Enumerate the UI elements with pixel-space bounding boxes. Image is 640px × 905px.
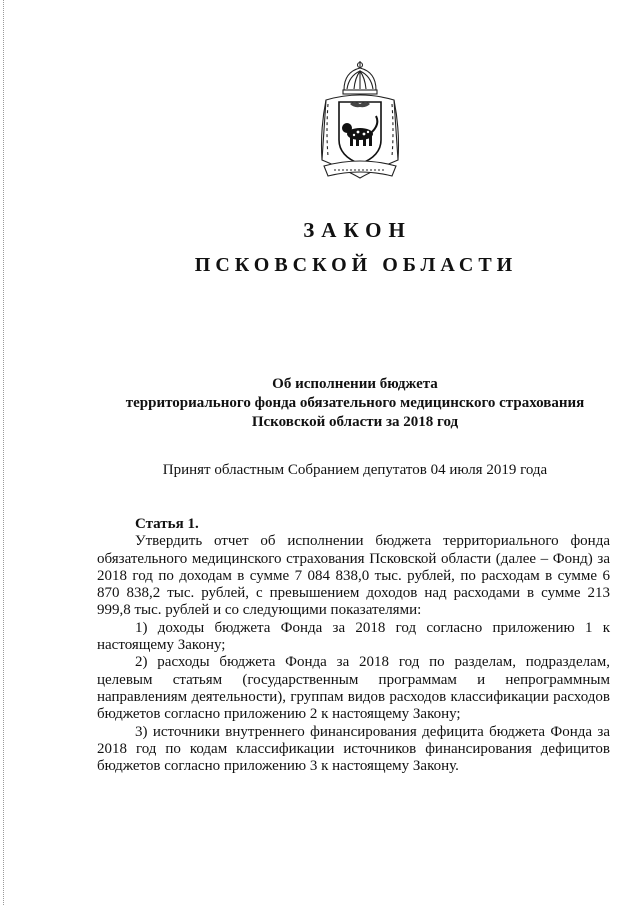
article-paragraph: Утвердить отчет об исполнении бюджета территориального фонда обязательного медицинского страхования Псковской области (далее – Фонд) за 2018 год по доходам в сумме 7 084 838,0 тыс. рублей, по расходам в сумме 6 870 838,2 тыс. рублей, с превышением доходов над расходами в сумме 213 999,8 тыс. рублей и со следующими показателями: xyxy=(97,533,610,619)
document-title: ЗАКОН xyxy=(303,218,412,242)
article-paragraph: 2) расходы бюджета Фонда за 2018 год по разделам, подразделам, целевым статьям (государственным программам и непрограммным направлениям деятельности), группам видов расходов классификации расходов бюджетов согласно приложению 2 к настоящему Закону; xyxy=(97,654,610,723)
pskov-coat-of-arms-icon xyxy=(314,60,406,190)
article-1 xyxy=(97,516,610,775)
article-paragraph: 1) доходы бюджета Фонда за 2018 год согласно приложению 1 к настоящему Закону; xyxy=(97,619,610,654)
adoption-note: Принят областным Собранием депутатов 04 июля 2019 года xyxy=(162,462,548,478)
subject-line: Об исполнении бюджета xyxy=(272,376,438,392)
subject-line: Псковской области за 2018 год xyxy=(251,414,459,430)
article-paragraph: 3) источники внутреннего финансирования дефицита бюджета Фонда за 2018 год по кодам классификации источников финансирования дефицитов бюджетов согласно приложению 3 к настоящему Закону. xyxy=(97,723,610,775)
subject-line: территориального фонда обязательного медицинского страхования xyxy=(125,395,585,411)
document-region: ПСКОВСКОЙ ОБЛАСТИ xyxy=(194,254,518,276)
scan-edge xyxy=(3,0,5,905)
article-heading: Статья 1. xyxy=(135,516,199,532)
document-subject xyxy=(0,375,640,432)
